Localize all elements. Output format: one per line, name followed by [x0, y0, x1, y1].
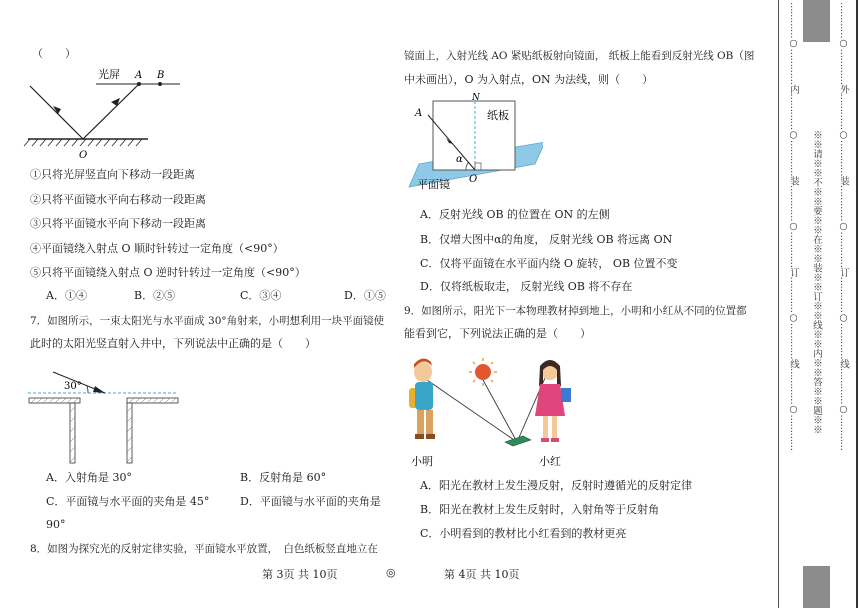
q6-option-4: ④平面镜绕入射点 O 顺时针转过一定角度（<90°）	[30, 242, 284, 255]
q7-choice-d: D．平面镜与水平面的夹角是	[240, 495, 381, 508]
q9-boy-label: 小明	[411, 455, 433, 468]
q6-option-1: ①只将光屏竖直向下移动一段距离	[30, 168, 195, 181]
q8-line: 8．如图为探究光的反射定律实验，平面镜水平放置， 白色纸板竖直地立在	[30, 543, 378, 555]
book-icon	[505, 436, 531, 446]
q8-mirror-label: 平面镜	[417, 178, 450, 191]
binder-gray-block-top	[803, 0, 830, 42]
q6-choice-d: D．①⑤	[344, 289, 386, 302]
q9-choice-b: B．阳光在教材上发生反射时，入射角等于反射角	[420, 503, 660, 516]
q8-figure	[403, 92, 543, 196]
q6-option-3: ③只将平面镜水平向下移动一段距离	[30, 217, 206, 230]
q7-figure	[26, 362, 186, 466]
q6-option-5: ⑤只将平面镜绕入射点 O 逆时针转过一定角度（<90°）	[30, 266, 306, 279]
q6-choice-a: A．①④	[46, 289, 87, 302]
binder-gray-block-bottom	[803, 566, 830, 608]
binding-margin	[776, 0, 860, 608]
q8-label-o: O	[469, 174, 478, 185]
q8-label-a: A	[415, 108, 423, 119]
q7-choice-a: A．入射角是 30°	[46, 471, 132, 484]
q7-angle-label: 30°	[64, 381, 82, 392]
q6-choice-c: C．③④	[240, 289, 282, 302]
q7-choice-d-tail: 90°	[46, 518, 66, 531]
q6-label-a: A	[135, 70, 143, 81]
q8-alpha-label: α	[456, 154, 463, 165]
binder-warning-text: ※※请※※不※※要※※在※※装※※订※※线※※内※※答※※题※※	[811, 130, 822, 434]
binder-right-border	[856, 0, 858, 608]
page-number-left: 第 3页 共 10页	[262, 568, 338, 581]
q6-label-o: O	[79, 150, 88, 161]
q6-tail: （ ）	[32, 47, 76, 60]
q9-line-1: 9．如图所示，阳光下一本物理教材掉到地上，小明和小红从不同的位置都	[404, 305, 747, 317]
q8-choice-b: B．仅增大图中α的角度， 反射光线 OB 将远离 ON	[420, 233, 673, 246]
q8-choice-a: A．反射光线 OB 的位置在 ON 的左侧	[420, 208, 610, 221]
q8-choice-d: D．仅将纸板取走， 反射光线 OB 将不存在	[420, 280, 633, 293]
binder-left-border	[778, 0, 779, 608]
q8-cont-1: 镜面上，入射光线 AO 紧贴纸板射向镜面， 纸板上能看到反射光线 OB（图	[404, 50, 755, 62]
q6-option-2: ②只将平面镜水平向右移动一段距离	[30, 193, 206, 206]
q8-label-n: N	[472, 93, 480, 103]
q6-label-b: B	[157, 70, 165, 81]
girl-figure	[535, 360, 571, 442]
binder-inner-line: …………○…………内…………○…………装…………○…………订…………○…………线…………○…………	[788, 2, 799, 451]
q7-choice-b: B．反射角是 60°	[240, 471, 327, 484]
page-number-right: 第 4页 共 10页	[444, 568, 520, 581]
binder-outer-line: …………○…………外…………○…………装…………○…………订…………○…………线…………○…………	[838, 2, 849, 451]
q8-board-label: 纸板	[487, 109, 509, 122]
q7-line-1: 7．如图所示，一束太阳光与水平面成 30°角射来，小明想利用一块平面镜使	[30, 315, 385, 327]
q9-line-2: 能看到它，下列说法正确的是（ ）	[404, 327, 591, 340]
q6-screen-label: 光屏	[98, 68, 120, 81]
sun-icon	[469, 358, 497, 386]
q9-figure	[405, 350, 585, 472]
q9-choice-a: A．阳光在教材上发生漫反射，反射时遵循光的反射定律	[420, 479, 692, 492]
boy-figure	[409, 358, 435, 439]
q7-line-2: 此时的太阳光竖直射入井中，下列说法中正确的是（ ）	[30, 337, 316, 350]
q6-choice-b: B．②⑤	[134, 289, 176, 302]
q8-cont-2: 中未画出），O 为入射点，ON 为法线，则（ ）	[404, 73, 654, 86]
q9-choice-c: C．小明看到的教材比小红看到的教材更亮	[420, 527, 627, 540]
q7-choice-c: C．平面镜与水平面的夹角是 45°	[46, 495, 210, 508]
footer-divider-mark: ◎	[386, 566, 396, 579]
q9-girl-label: 小红	[539, 455, 561, 468]
q8-choice-c: C．仅将平面镜在水平面内绕 O 旋转， OB 位置不变	[420, 257, 678, 270]
q6-figure	[20, 66, 190, 166]
